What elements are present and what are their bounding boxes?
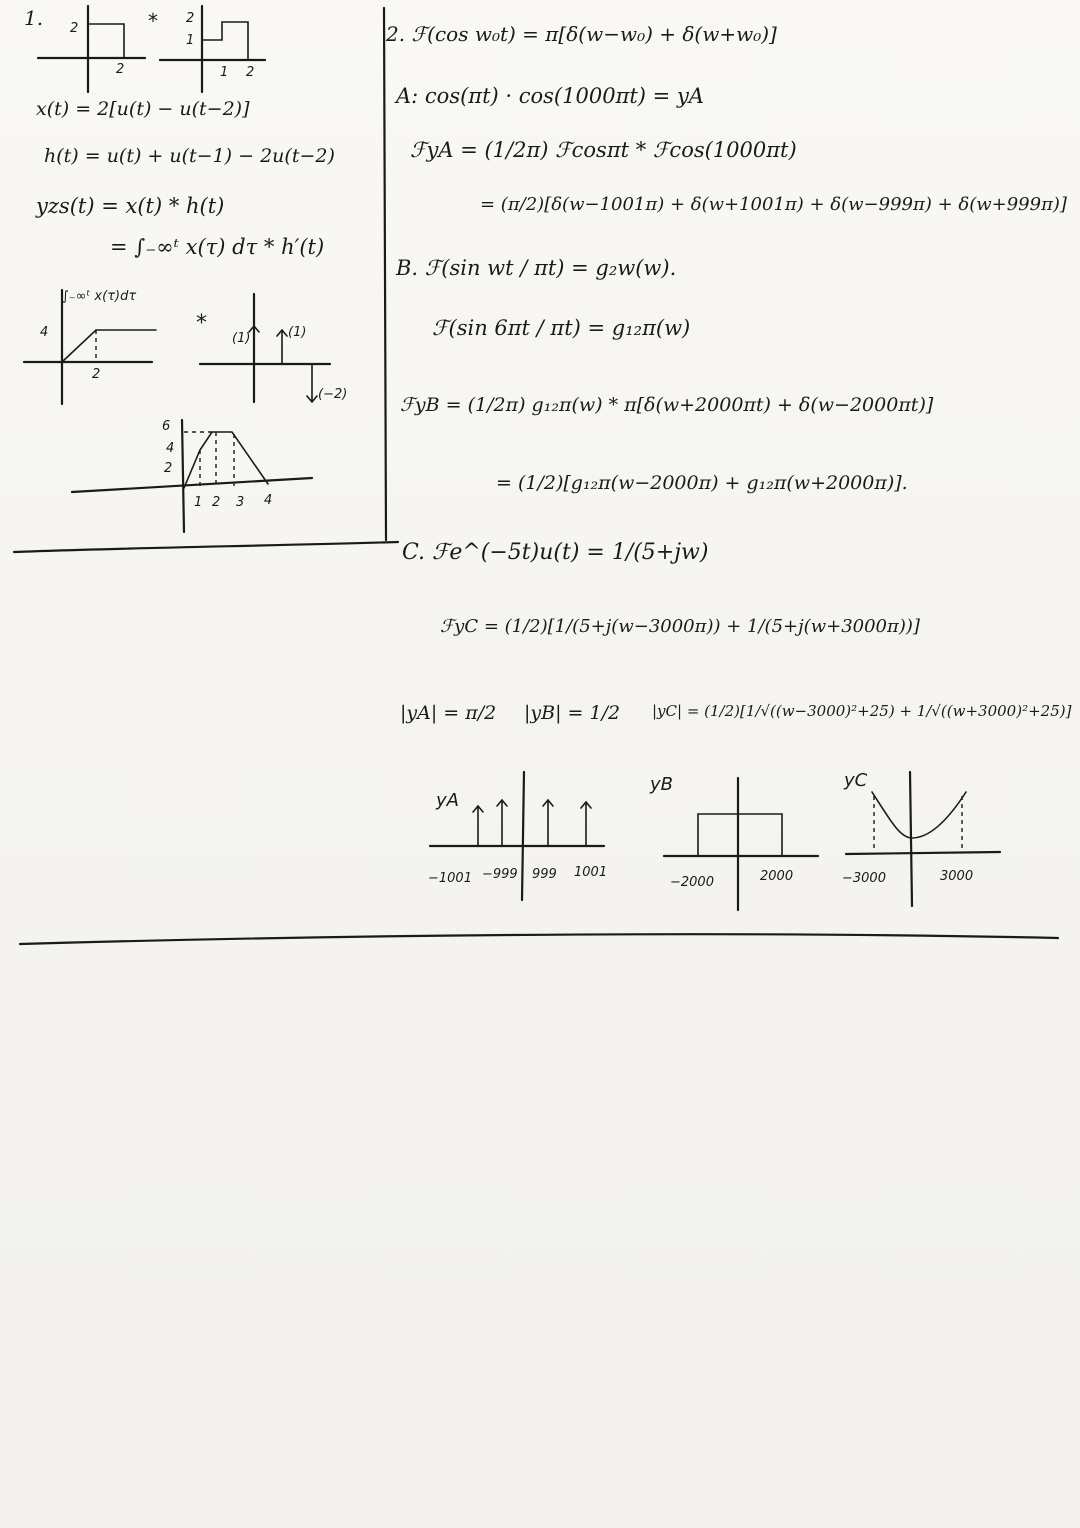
part-a-transform: ℱyA = (1/2π) ℱcosπt * ℱcos(1000πt) bbox=[410, 138, 797, 162]
staircase-line bbox=[202, 22, 248, 60]
plot-a-label: yA bbox=[436, 790, 459, 811]
integral-label: ∫₋∞ᵗ x(τ)dτ bbox=[62, 289, 137, 304]
y-axis bbox=[522, 772, 524, 900]
left-section-divider bbox=[14, 542, 398, 552]
x-tick-label: −1001 bbox=[428, 871, 472, 886]
x-definition: x(t) = 2[u(t) − u(t−2)] bbox=[36, 98, 250, 120]
convolution-symbol: * bbox=[196, 311, 207, 336]
problem-1-number: 1. bbox=[24, 6, 44, 30]
guide-line bbox=[200, 432, 234, 488]
yzs-definition: yzs(t) = x(t) * h(t) bbox=[36, 194, 225, 218]
graph-x-pulse bbox=[38, 6, 145, 92]
impulse-down-arrow bbox=[307, 364, 317, 402]
impulse-weight: (−2) bbox=[318, 387, 348, 402]
x-axis bbox=[846, 852, 1000, 854]
y-tick-label: 4 bbox=[166, 441, 175, 456]
pulse-line bbox=[88, 24, 124, 58]
x-tick-label: 1 bbox=[220, 65, 229, 80]
yzs-integral-step: = ∫₋∞ᵗ x(τ) dτ * h′(t) bbox=[110, 235, 325, 259]
x-tick-label: 2 bbox=[116, 62, 125, 77]
y-axis bbox=[182, 420, 184, 532]
impulse-weight: (1) bbox=[288, 325, 307, 340]
y-tick-label: 2 bbox=[164, 461, 173, 476]
impulse-arrow bbox=[543, 800, 553, 846]
graph-convolution-result bbox=[72, 419, 312, 532]
magnitude-b: |yB| = 1/2 bbox=[524, 702, 621, 724]
part-a-result: = (π/2)[δ(w−1001π) + δ(w+1001π) + δ(w−999π) + δ(w+999π)] bbox=[480, 194, 1067, 215]
cos-transform-formula: ℱ(cos w₀t) = π[δ(w−w₀) + δ(w+w₀)] bbox=[411, 22, 777, 46]
x-tick-label: 1001 bbox=[574, 865, 608, 880]
y-tick-label: 2 bbox=[70, 21, 79, 36]
x-tick-label: −2000 bbox=[670, 875, 714, 890]
part-c-exp-transform: C. ℱe^(−5t)u(t) = 1/(5+jw) bbox=[402, 540, 709, 565]
magnitude-c: |yC| = (1/2)[1/√((w−3000)²+25) + 1/√((w+3000)²+25)] bbox=[652, 702, 1072, 720]
plot-a-spectrum bbox=[428, 772, 607, 900]
y-tick-label: 6 bbox=[162, 419, 171, 434]
part-b-gate-transform: ℱ(sin 6πt / πt) = g₁₂π(w) bbox=[432, 316, 691, 340]
plot-b-spectrum bbox=[649, 774, 818, 910]
magnitude-curve bbox=[872, 792, 966, 838]
x-tick-label: 2 bbox=[246, 65, 255, 80]
x-tick-label: 2000 bbox=[760, 869, 794, 884]
y-tick-label: 2 bbox=[186, 11, 195, 26]
x-tick-label: 2 bbox=[92, 367, 101, 382]
x-tick-label: 4 bbox=[264, 493, 273, 508]
problem-2-number: 2. bbox=[386, 22, 406, 46]
bottom-divider bbox=[20, 934, 1058, 944]
part-b-sinc-transform: B. ℱ(sin wt / πt) = g₂w(w). bbox=[396, 256, 677, 280]
magnitude-a: |yA| = π/2 bbox=[400, 702, 497, 724]
plot-b-label: yB bbox=[650, 774, 674, 795]
x-tick-label: 999 bbox=[532, 867, 557, 882]
x-tick-label: −3000 bbox=[842, 871, 886, 886]
vertical-divider bbox=[384, 8, 386, 540]
plot-c-spectrum bbox=[842, 770, 1000, 906]
convolution-symbol: * bbox=[148, 9, 158, 33]
x-tick-label: 3000 bbox=[940, 869, 974, 884]
y-axis bbox=[910, 772, 912, 906]
h-definition: h(t) = u(t) + u(t−1) − 2u(t−2) bbox=[44, 145, 335, 167]
graph-h-staircase bbox=[160, 6, 265, 92]
part-b-result: = (1/2)[g₁₂π(w−2000π) + g₁₂π(w+2000π)]. bbox=[496, 472, 908, 494]
part-b-convolution: ℱyB = (1/2π) g₁₂π(w) * π[δ(w+2000πt) + δ(w−2000πt)] bbox=[400, 394, 934, 416]
impulse-arrow bbox=[581, 802, 591, 846]
y-tick-label: 1 bbox=[186, 33, 195, 48]
impulse-up-arrow bbox=[277, 330, 287, 364]
impulse-arrow bbox=[473, 806, 483, 846]
plot-c-label: yC bbox=[844, 770, 868, 791]
part-c-transform: ℱyC = (1/2)[1/(5+j(w−3000π)) + 1/(5+j(w+3000π))] bbox=[440, 616, 920, 637]
result-curve bbox=[184, 432, 268, 488]
guide-line bbox=[874, 796, 962, 852]
ramp-line bbox=[62, 330, 156, 362]
x-tick-label: −999 bbox=[482, 867, 518, 882]
part-a-definition: A: cos(πt) · cos(1000πt) = yA bbox=[396, 84, 704, 108]
x-tick-label: 3 bbox=[236, 495, 245, 510]
graph-integral-ramp bbox=[24, 289, 156, 404]
x-axis bbox=[72, 478, 312, 492]
rect-pulse bbox=[698, 814, 782, 856]
impulse-up-arrow bbox=[249, 326, 259, 364]
impulse-weight: (1) bbox=[232, 331, 251, 346]
x-tick-label: 2 bbox=[212, 495, 221, 510]
impulse-arrow bbox=[497, 800, 507, 846]
x-tick-label: 1 bbox=[194, 495, 203, 510]
y-tick-label: 4 bbox=[40, 325, 49, 340]
graph-impulses bbox=[200, 294, 347, 402]
